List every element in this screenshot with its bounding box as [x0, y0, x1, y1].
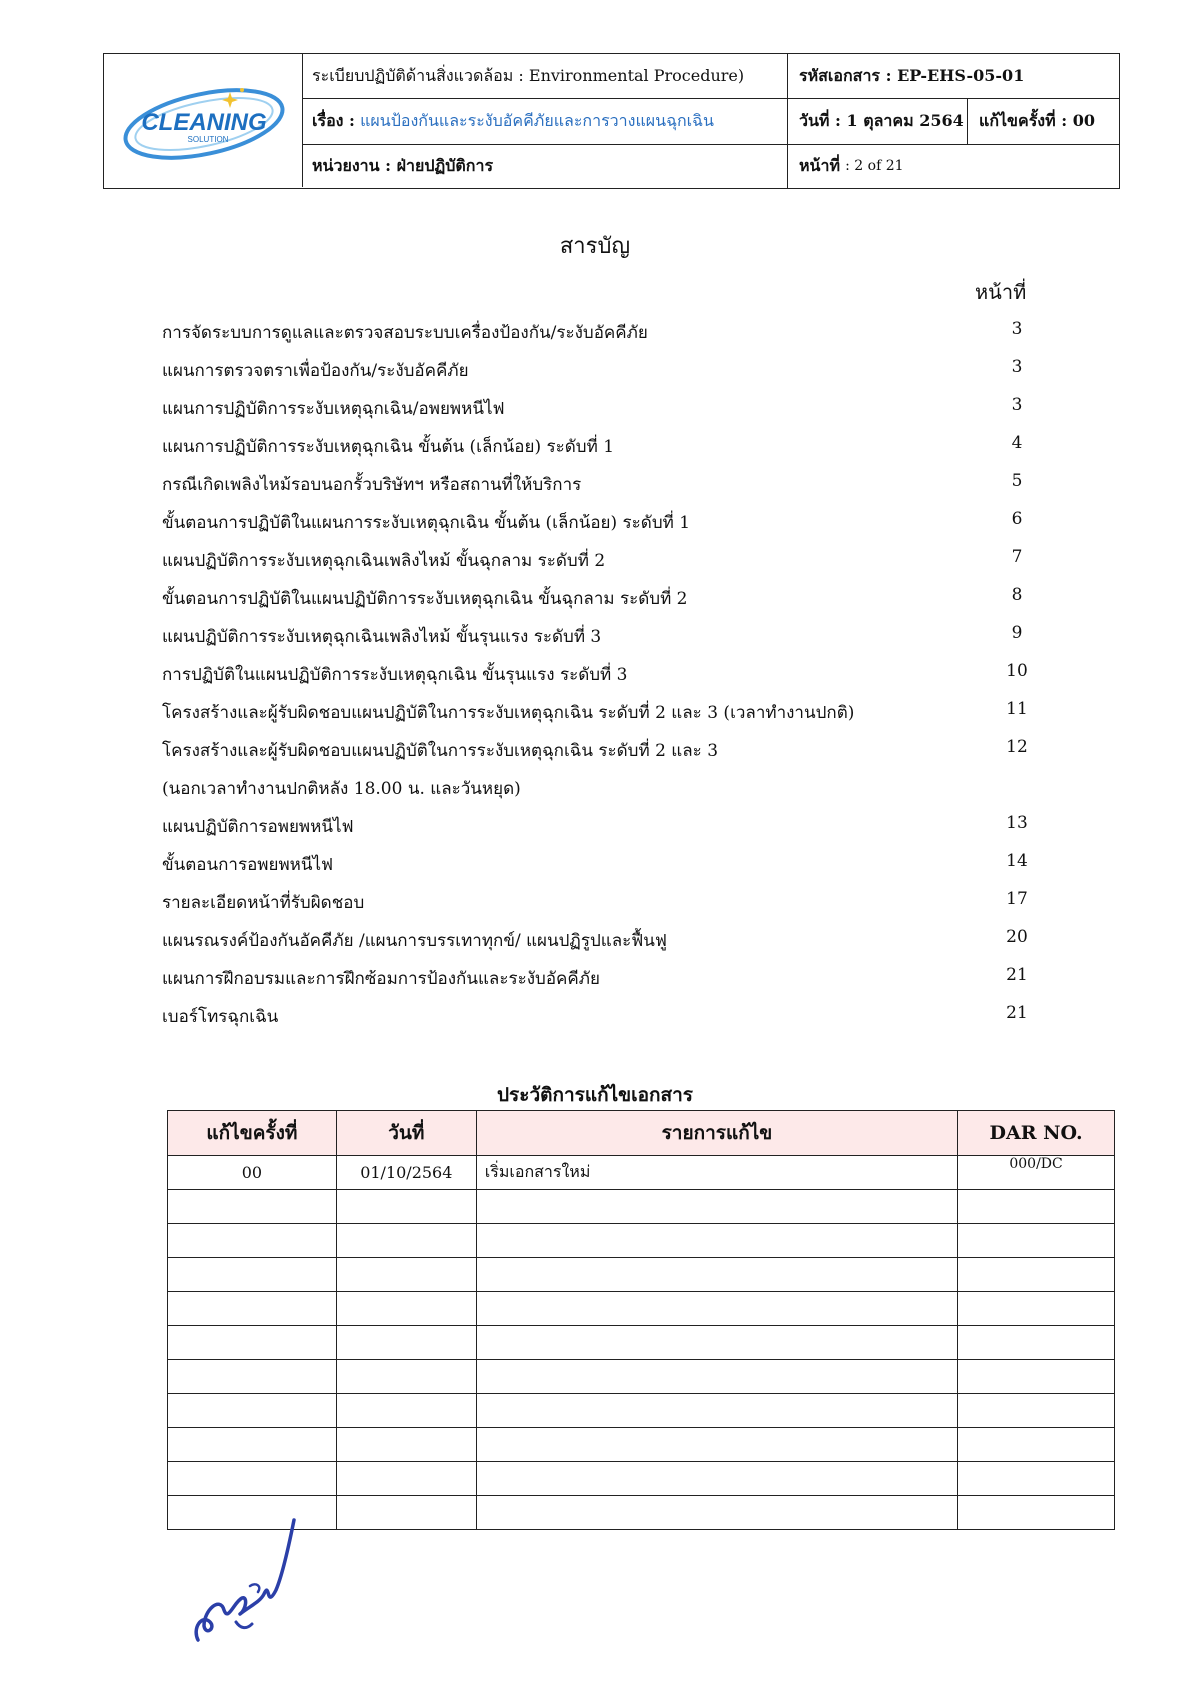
toc-item: แผนการปฏิบัติการระงับเหตุฉุกเฉิน/อพยพหนีไฟ 3	[162, 395, 1023, 419]
revision-history-title: ประวัติการแก้ไขเอกสาร	[496, 1084, 694, 1106]
toc-page-header: หน้าที่	[975, 280, 1027, 304]
table-row: 00 01/10/2564 เริ่มเอกสารใหม่ 000/DC	[168, 1156, 1115, 1190]
column-header: วันที่	[336, 1111, 476, 1156]
department: หน่วยงาน : ฝ่ายปฏิบัติการ	[312, 155, 494, 175]
procedure-title: ระเบียบปฏิบัติด้านสิ่งแวดล้อม : Environmental Procedure)	[312, 65, 745, 85]
toc-item: เบอร์โทรฉุกเฉิน 21	[162, 1003, 1028, 1027]
table-row	[168, 1360, 1115, 1394]
document-date: วันที่ : 1 ตุลาคม 2564	[799, 110, 964, 130]
company-logo	[104, 54, 303, 187]
toc-item: ขั้นตอนการปฏิบัติในแผนปฏิบัติการระงับเหตุฉุกเฉิน ขั้นฉุกลาม ระดับที่ 2 8	[162, 585, 1023, 609]
column-header: DAR NO.	[958, 1111, 1115, 1156]
toc-item: แผนการปฏิบัติการระงับเหตุฉุกเฉิน ขั้นต้น (เล็กน้อย) ระดับที่ 1 4	[162, 433, 1023, 457]
cleaning-solution-logo	[104, 54, 302, 187]
revision-number: แก้ไขครั้งที่ : 00	[979, 110, 1095, 130]
table-row	[168, 1190, 1115, 1224]
column-header: แก้ไขครั้งที่	[168, 1111, 337, 1156]
handwritten-signature	[190, 1510, 300, 1650]
toc-item: การจัดระบบการดูแลและตรวจสอบระบบเครื่องป้องกัน/ระงับอัคคีภัย 3	[162, 319, 1023, 343]
toc-item: โครงสร้างและผู้รับผิดชอบแผนปฏิบัติในการระงับเหตุฉุกเฉิน ระดับที่ 2 และ 3 12	[162, 737, 1028, 761]
subject-title: แผนป้องกันและระงับอัคคีภัยและการวางแผนฉุกเฉิน	[360, 110, 714, 130]
table-row	[168, 1224, 1115, 1258]
table-header-row	[168, 1111, 1115, 1156]
toc-item: แผนการตรวจตราเพื่อป้องกัน/ระงับอัคคีภัย 3	[162, 357, 1023, 381]
toc-item: รายละเอียดหน้าที่รับผิดชอบ 17	[162, 889, 1028, 913]
toc-item: แผนปฏิบัติการระงับเหตุฉุกเฉินเพลิงไหม้ ขั้นรุนแรง ระดับที่ 3 9	[162, 623, 1023, 647]
table-row	[168, 1258, 1115, 1292]
table-row	[168, 1462, 1115, 1496]
toc-item: (นอกเวลาทำงานปกติหลัง 18.00 น. และวันหยุด)	[162, 779, 521, 799]
table-row	[168, 1428, 1115, 1462]
table-row	[168, 1394, 1115, 1428]
toc-item: ขั้นตอนการปฏิบัติในแผนการระงับเหตุฉุกเฉิน ขั้นต้น (เล็กน้อย) ระดับที่ 1 6	[162, 509, 1023, 533]
subject-label: เรื่อง :	[312, 110, 355, 130]
toc-item: แผนการฝึกอบรมและการฝึกซ้อมการป้องกันและระงับอัคคีภัย 21	[162, 965, 1028, 989]
toc-item: กรณีเกิดเพลิงไหม้รอบนอกรั้วบริษัทฯ หรือสถานที่ให้บริการ 5	[162, 471, 1023, 495]
toc-item: ขั้นตอนการอพยพหนีไฟ 14	[162, 851, 1028, 875]
table-row	[168, 1326, 1115, 1360]
logo-text: CLEANING	[141, 109, 267, 136]
document-code: รหัสเอกสาร : EP-EHS-05-01	[799, 65, 1025, 85]
table-row	[168, 1496, 1115, 1530]
toc-title: สารบัญ	[559, 234, 631, 259]
table-row	[168, 1292, 1115, 1326]
toc-item: โครงสร้างและผู้รับผิดชอบแผนปฏิบัติในการระงับเหตุฉุกเฉิน ระดับที่ 2 และ 3 (เวลาทำงานปกติ) 11	[162, 699, 1028, 723]
toc-item: แผนปฏิบัติการระงับเหตุฉุกเฉินเพลิงไหม้ ขั้นฉุกลาม ระดับที่ 2 7	[162, 547, 1023, 571]
revision-history-table	[167, 1110, 1115, 1530]
toc-item: การปฏิบัติในแผนปฏิบัติการระงับเหตุฉุกเฉิน ขั้นรุนแรง ระดับที่ 3 10	[162, 661, 1028, 685]
page-number: : 2 of 21	[845, 158, 904, 174]
toc-item: แผนรณรงค์ป้องกันอัคคีภัย /แผนการบรรเทาทุกข์/ แผนปฏิรูปและฟื้นฟู 20	[162, 927, 1028, 951]
column-header: รายการแก้ไข	[476, 1111, 957, 1156]
page-number-label: หน้าที่	[799, 155, 841, 175]
document-header	[103, 53, 1120, 189]
logo-subtext: SOLUTION	[187, 135, 229, 144]
toc-item: แผนปฏิบัติการอพยพหนีไฟ 13	[162, 813, 1028, 837]
